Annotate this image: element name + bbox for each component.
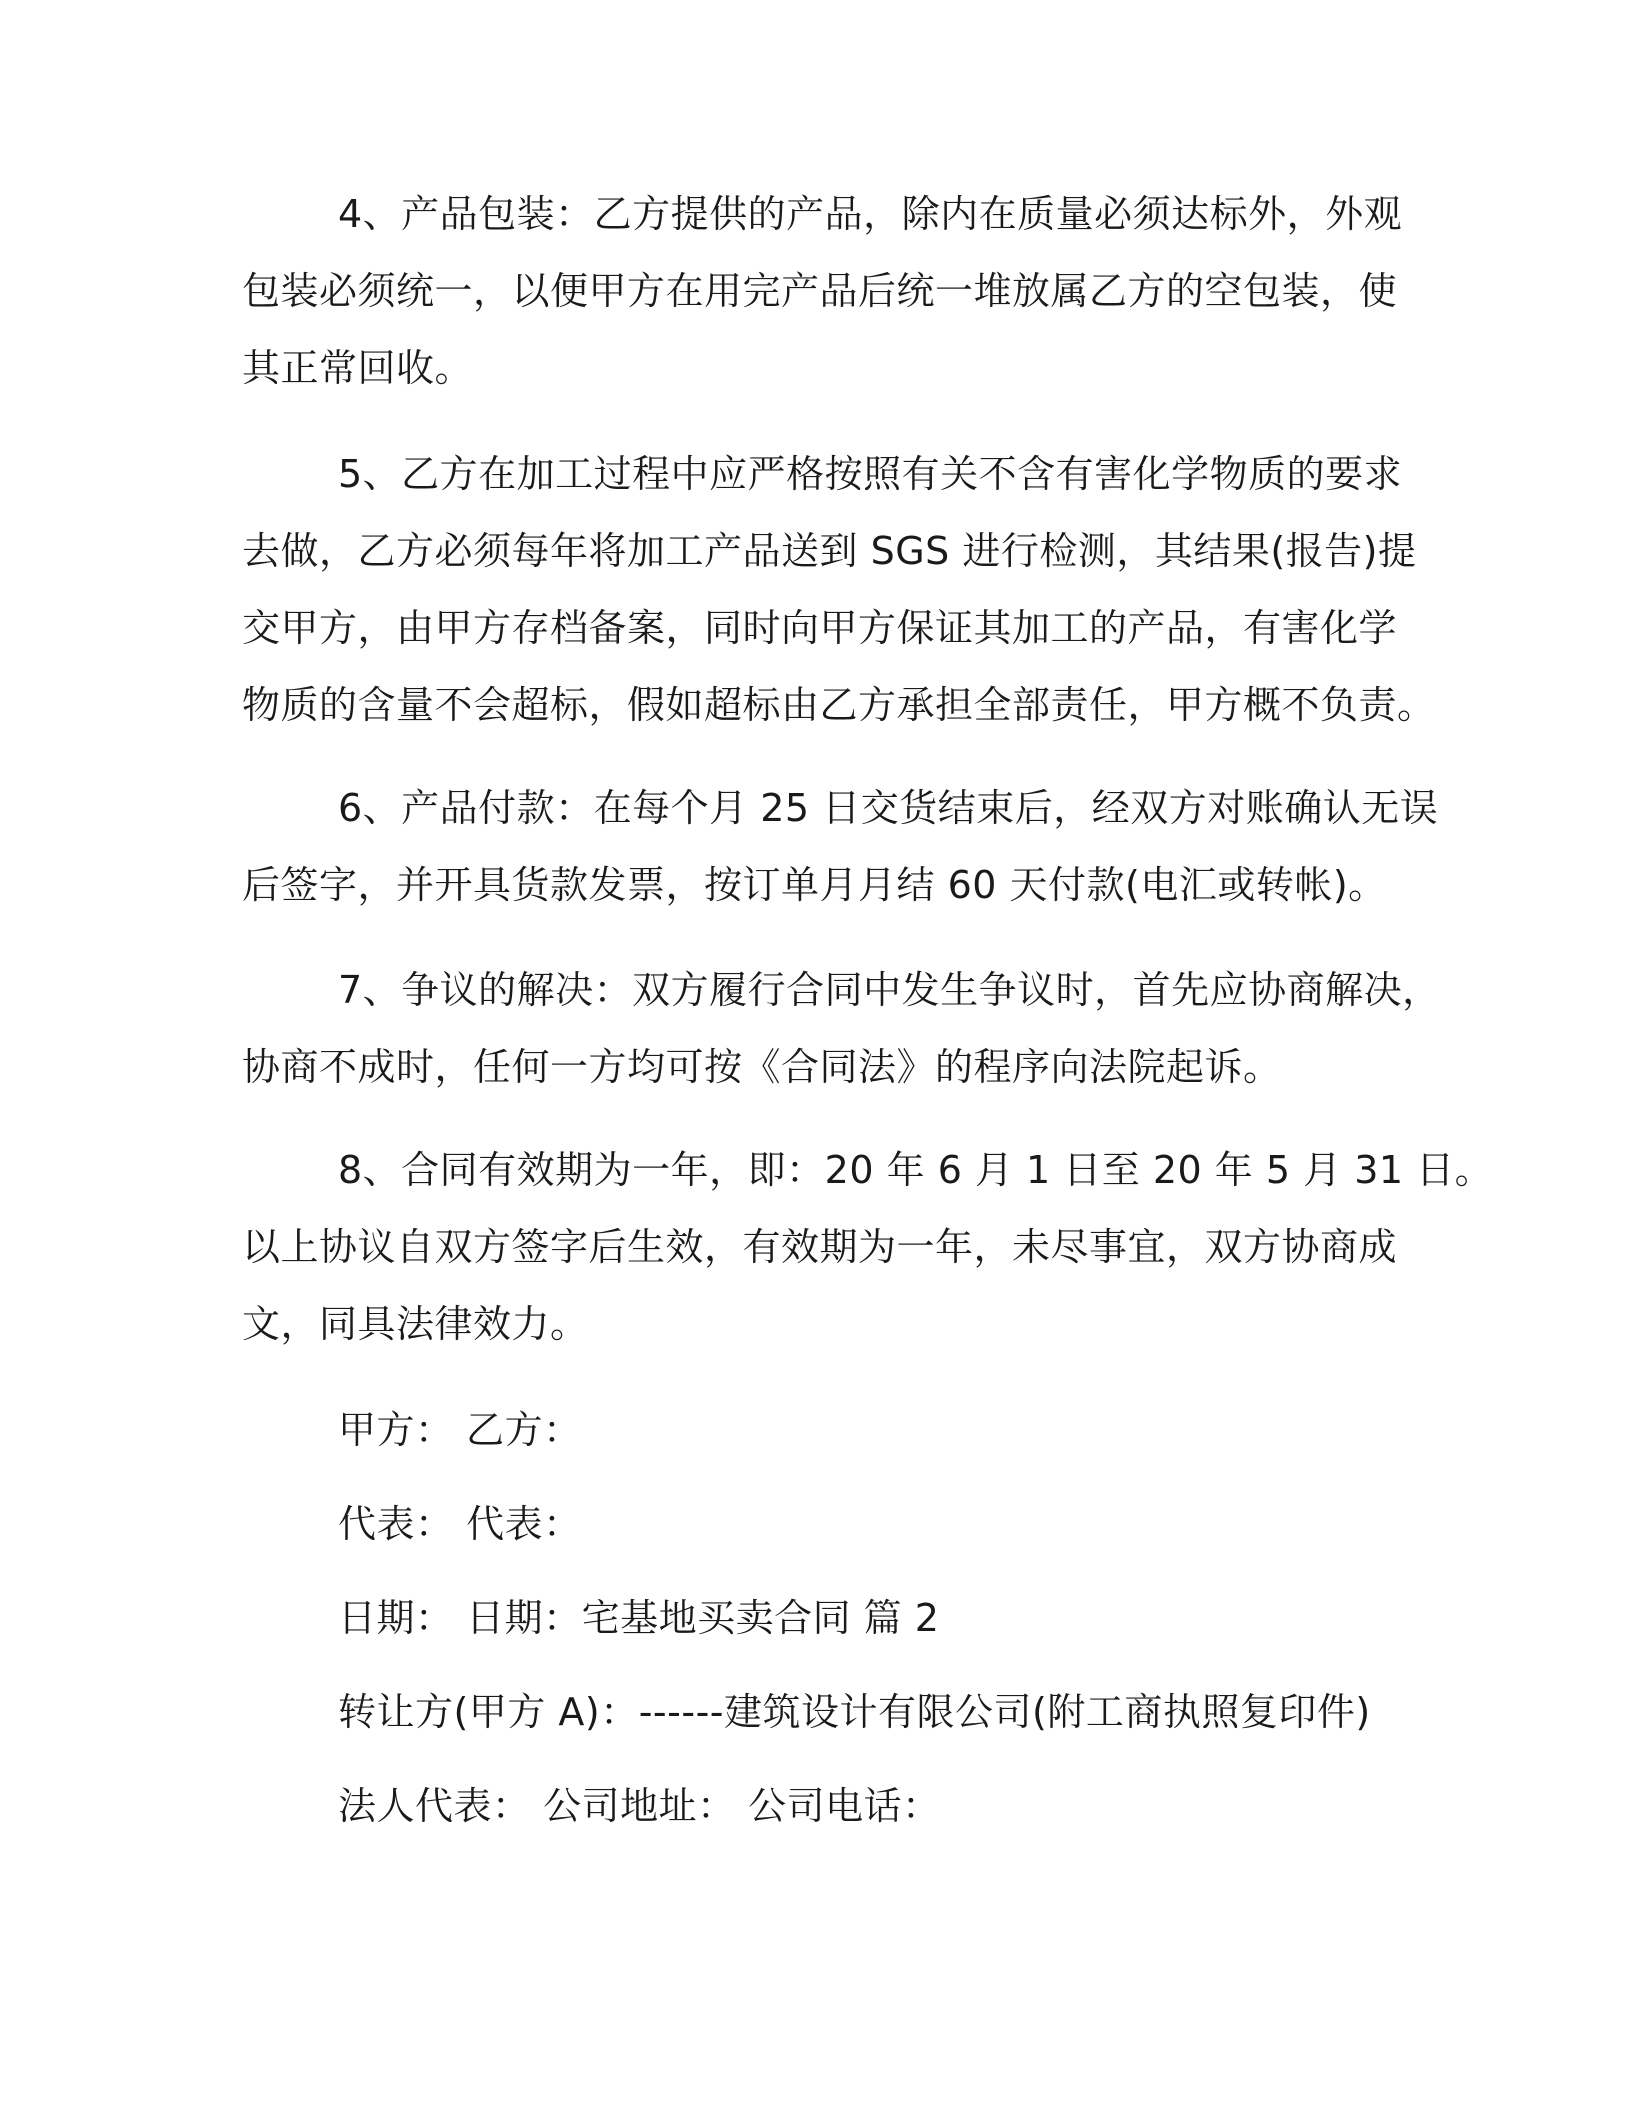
clause-7-line-2: 协商不成时，任何一方均可按《合同法》的程序向法院起诉。 xyxy=(242,1045,1282,1089)
clause-5-line-3: 交甲方，由甲方存档备案，同时向甲方保证其加工的产品，有害化学 xyxy=(242,606,1398,650)
clause-6 xyxy=(242,770,1439,924)
clause-5-line-4: 物质的含量不会超标，假如超标由乙方承担全部责任，甲方概不负责。 xyxy=(242,683,1436,727)
clause-5-line-1: 5、乙方在加工过程中应严格按照有关不含有害化学物质的要求 xyxy=(338,452,1403,496)
clause-5-line-2: 去做，乙方必须每年将加工产品送到 SGS 进行检测，其结果(报告)提 xyxy=(242,529,1417,573)
signature-dates: 日期： 日期：宅基地买卖合同 篇 2 xyxy=(338,1596,940,1640)
clause-8-line-1: 8、合同有效期为一年，即：20 年 6 月 1 日至 20 年 5 月 31 日。 xyxy=(338,1148,1494,1192)
transferor-line: 转让方(甲方 A)：------建筑设计有限公司(附工商执照复印件) xyxy=(338,1690,1371,1734)
clause-6-line-1: 6、产品付款：在每个月 25 日交货结束后，经双方对账确认无误 xyxy=(338,786,1439,830)
clause-8 xyxy=(242,1132,1494,1363)
clause-6-line-2: 后签字，并开具货款发票，按订单月月结 60 天付款(电汇或转帐)。 xyxy=(242,863,1387,907)
clause-4 xyxy=(242,176,1402,407)
clause-5 xyxy=(242,436,1436,744)
legal-representative-line: 法人代表： 公司地址： 公司电话： xyxy=(338,1784,941,1828)
signature-representatives: 代表： 代表： xyxy=(338,1502,582,1546)
clause-7-line-1: 7、争议的解决：双方履行合同中发生争议时，首先应协商解决， xyxy=(338,968,1441,1012)
clause-4-line-1: 4、产品包装：乙方提供的产品，除内在质量必须达标外，外观 xyxy=(338,192,1403,236)
clause-8-line-2: 以上协议自双方签字后生效，有效期为一年，未尽事宜，双方协商成 xyxy=(242,1225,1398,1269)
signature-parties: 甲方： 乙方： xyxy=(338,1408,582,1452)
clause-8-line-3: 文，同具法律效力。 xyxy=(242,1302,589,1346)
clause-4-line-3: 其正常回收。 xyxy=(242,346,474,390)
clause-7 xyxy=(242,952,1441,1106)
clause-4-line-2: 包装必须统一，以便甲方在用完产品后统一堆放属乙方的空包装，使 xyxy=(242,269,1398,313)
